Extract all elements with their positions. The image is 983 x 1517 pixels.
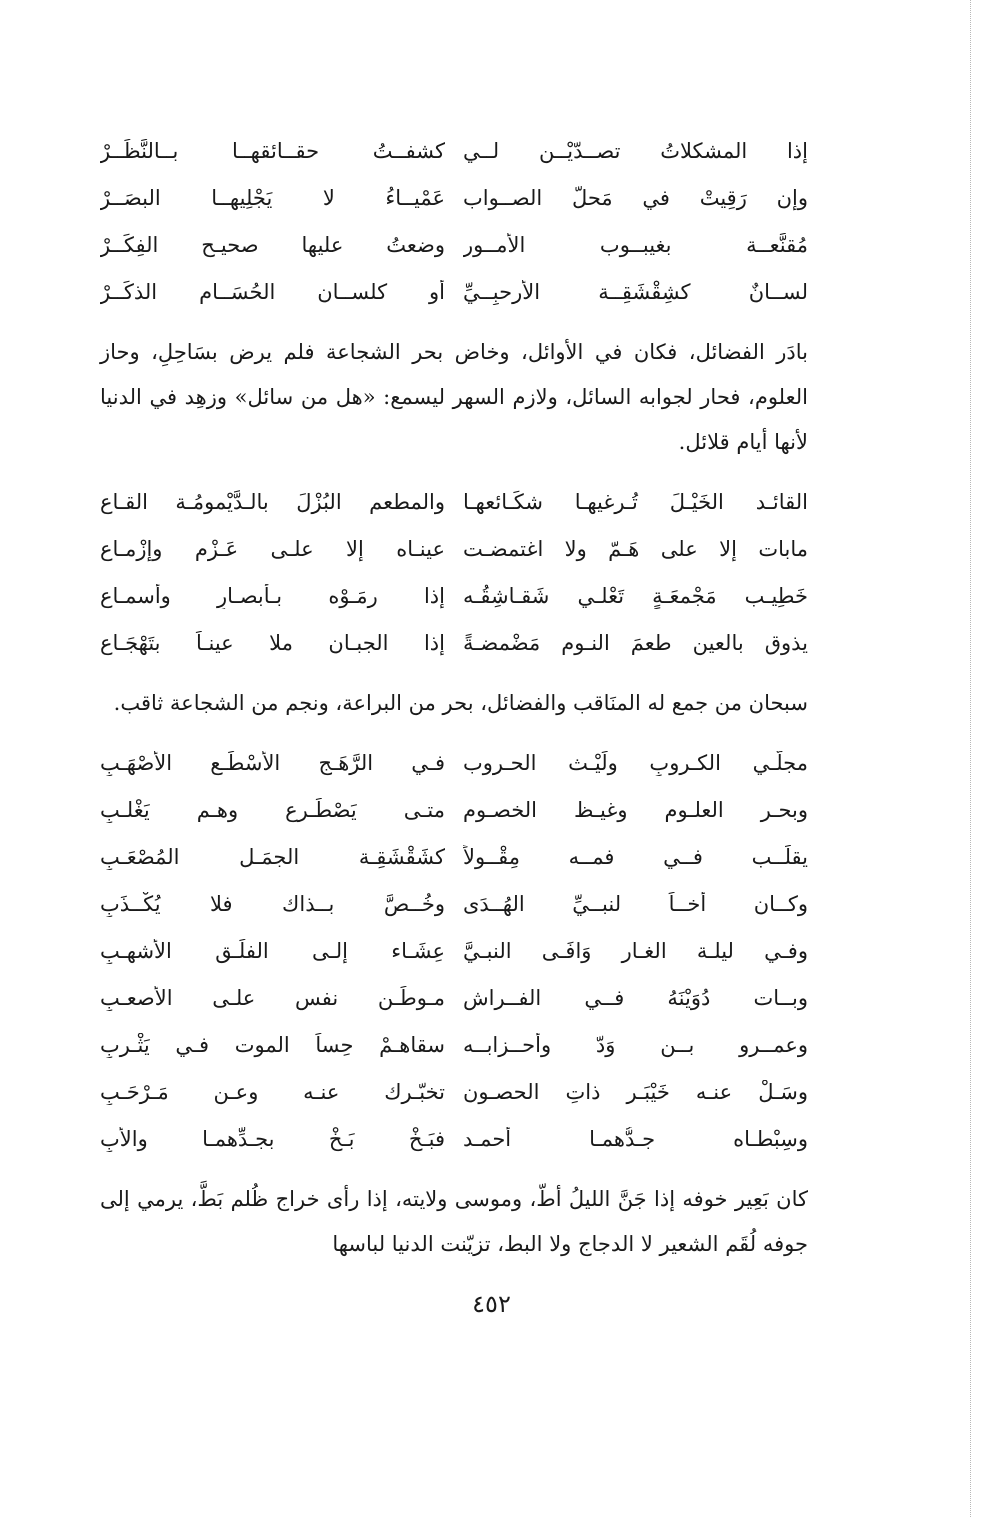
second-hemistich: إذا الجبـان ملا عينـاً بتَهْجَـاعِ: [100, 630, 445, 655]
verse: [100, 834, 808, 881]
poem-1: [100, 128, 808, 316]
first-hemistich: وعمــرو بــن وَدّ وأحــزابــه: [463, 1032, 808, 1057]
page-number: ٤٥٢: [472, 1290, 511, 1318]
verse: [100, 620, 808, 667]
second-hemistich: وضعتُ عليها صحيـح الفِكَــرْ: [100, 232, 445, 257]
verse: [100, 740, 808, 787]
verse: [100, 787, 808, 834]
verse: [100, 573, 808, 620]
second-hemistich: عينـاه إلا علـى عَـزْمٍ وإزْمـاعِ: [100, 536, 445, 561]
verse: [100, 1069, 808, 1116]
poem-3: [100, 740, 808, 1163]
verse: [100, 269, 808, 316]
second-hemistich: إذا رمَـوْه بـأبصـارٍ وأسمـاعِ: [100, 583, 445, 608]
first-hemistich: إذا المشكلاتُ تصــدّيْــن لــي: [463, 138, 808, 163]
first-hemistich: وفـي ليلـة الغـار وَافَـى النبـيَّ: [463, 938, 808, 963]
second-hemistich: فـي الرَّهَـج الأسْطَـع الأصْهَـبِ: [100, 750, 445, 775]
verse: [100, 881, 808, 928]
poem-2: [100, 479, 808, 667]
first-hemistich: مجلّـي الكـروبِ ولَيْـث الحـروب: [463, 750, 808, 775]
second-hemistich: والمطعم البُزْلَ بالـدَّيْمومُـة القـاعِ: [100, 489, 445, 514]
page-content: [100, 128, 808, 1281]
prose-paragraph: كان بَعِير خوفه إذا جَنَّ الليلُ أطّ، وموسى ولايته، إذا رأى خراج ظُلم بَطَّ، يرمي إلى جوفه لُقَم الشعير لا الدجاج ولا البط، تزيّنت الدنيا لباسها: [100, 1187, 808, 1256]
verse: [100, 479, 808, 526]
second-hemistich: كشَقْشَقِـة الجمَـل المُصْعَـبِ: [100, 844, 445, 869]
first-hemistich: وكــان أخــاً لنبــيِّ الهُــدَى: [463, 891, 808, 916]
first-hemistich: وبحـر العلـوم وغيـظ الخصـوم: [463, 797, 808, 822]
verse: [100, 975, 808, 1022]
verse: [100, 128, 808, 175]
verse: [100, 1022, 808, 1069]
verse: [100, 928, 808, 975]
first-hemistich: يذوق بالعين طعمَ النـوم مَضْمضـةً: [463, 630, 808, 655]
second-hemistich: عِشَـاء إلـى الفلَـق الأشهـبِ: [100, 938, 445, 963]
first-hemistich: القائـد الخَيْـلَ تُـرغيهـا شكَـائعهـا: [463, 489, 808, 514]
second-hemistich: عَمْيــاءُ لا يَجْلِيهــا البصَــرْ: [100, 185, 445, 210]
verse: [100, 175, 808, 222]
second-hemistich: متـى يَصْطَـرع وهـم يَغْلـبِ: [100, 797, 445, 822]
first-hemistich: وسِبْطـاه جـدُّهمـا أحمـد: [463, 1126, 808, 1151]
first-hemistich: لســانٌ كشِقْشَقِــة الأرحبِــيِّ: [463, 279, 808, 304]
second-hemistich: وخُــصَّ بــذاك فلا يُكْــذَبِ: [100, 891, 445, 916]
second-hemistich: أو كلســان الحُسَــام الذكَــرْ: [100, 279, 445, 304]
verse: [100, 222, 808, 269]
prose-paragraph: سبحان من جمع له المنَاقب والفضائل، بحر من البراعة، ونجم من الشجاعة ثاقب.: [113, 691, 808, 715]
first-hemistich: مابات إلا على هَـمّ ولا اغتمضـت: [463, 536, 808, 561]
second-hemistich: سقاهـمْ حِساً الموت فـي يَثْـربِ: [100, 1032, 445, 1057]
first-hemistich: مُقنَّعــة بغيبــوب الأمــور: [463, 232, 808, 257]
prose-paragraph: بادَر الفضائل، فكان في الأوائل، وخاض بحر الشجاعة فلم يرض بسَاحِلِ، وحاز العلوم، فحار لجوابه السائل، ولازم السهر ليسمع: «هل من سائل» وزهِد في الدنيا لأنها أيام قلائل.: [100, 340, 808, 454]
second-hemistich: مـوطِّـن نفسٍ علـى الأصعـبِ: [100, 985, 445, 1010]
first-hemistich: يقلِّــب فــي فمــه مِقْــولاً: [463, 844, 808, 869]
first-hemistich: وبــات دُوَيْنَهُ فــي الفــراش: [463, 985, 808, 1010]
second-hemistich: فبَـخْ بَـخْ بجـدِّهمـا والأبِ: [100, 1126, 445, 1151]
first-hemistich: وسَـلْ عنـه خَيْبَـر ذاتِ الحصـون: [463, 1079, 808, 1104]
second-hemistich: كشفــتُ حقــائقهــا بــالنَّظَــرْ: [100, 138, 445, 163]
first-hemistich: وإن رَقِيتْ في مَحلّ الصــواب: [463, 185, 808, 210]
verse: [100, 526, 808, 573]
second-hemistich: تخبّـرك عنـه وعـن مَـرْحَـبِ: [100, 1079, 445, 1104]
first-hemistich: خَطِيـب مَجْمعَـةٍ تَعْلـي شَقـاشِقُـه: [463, 583, 808, 608]
verse: [100, 1116, 808, 1163]
